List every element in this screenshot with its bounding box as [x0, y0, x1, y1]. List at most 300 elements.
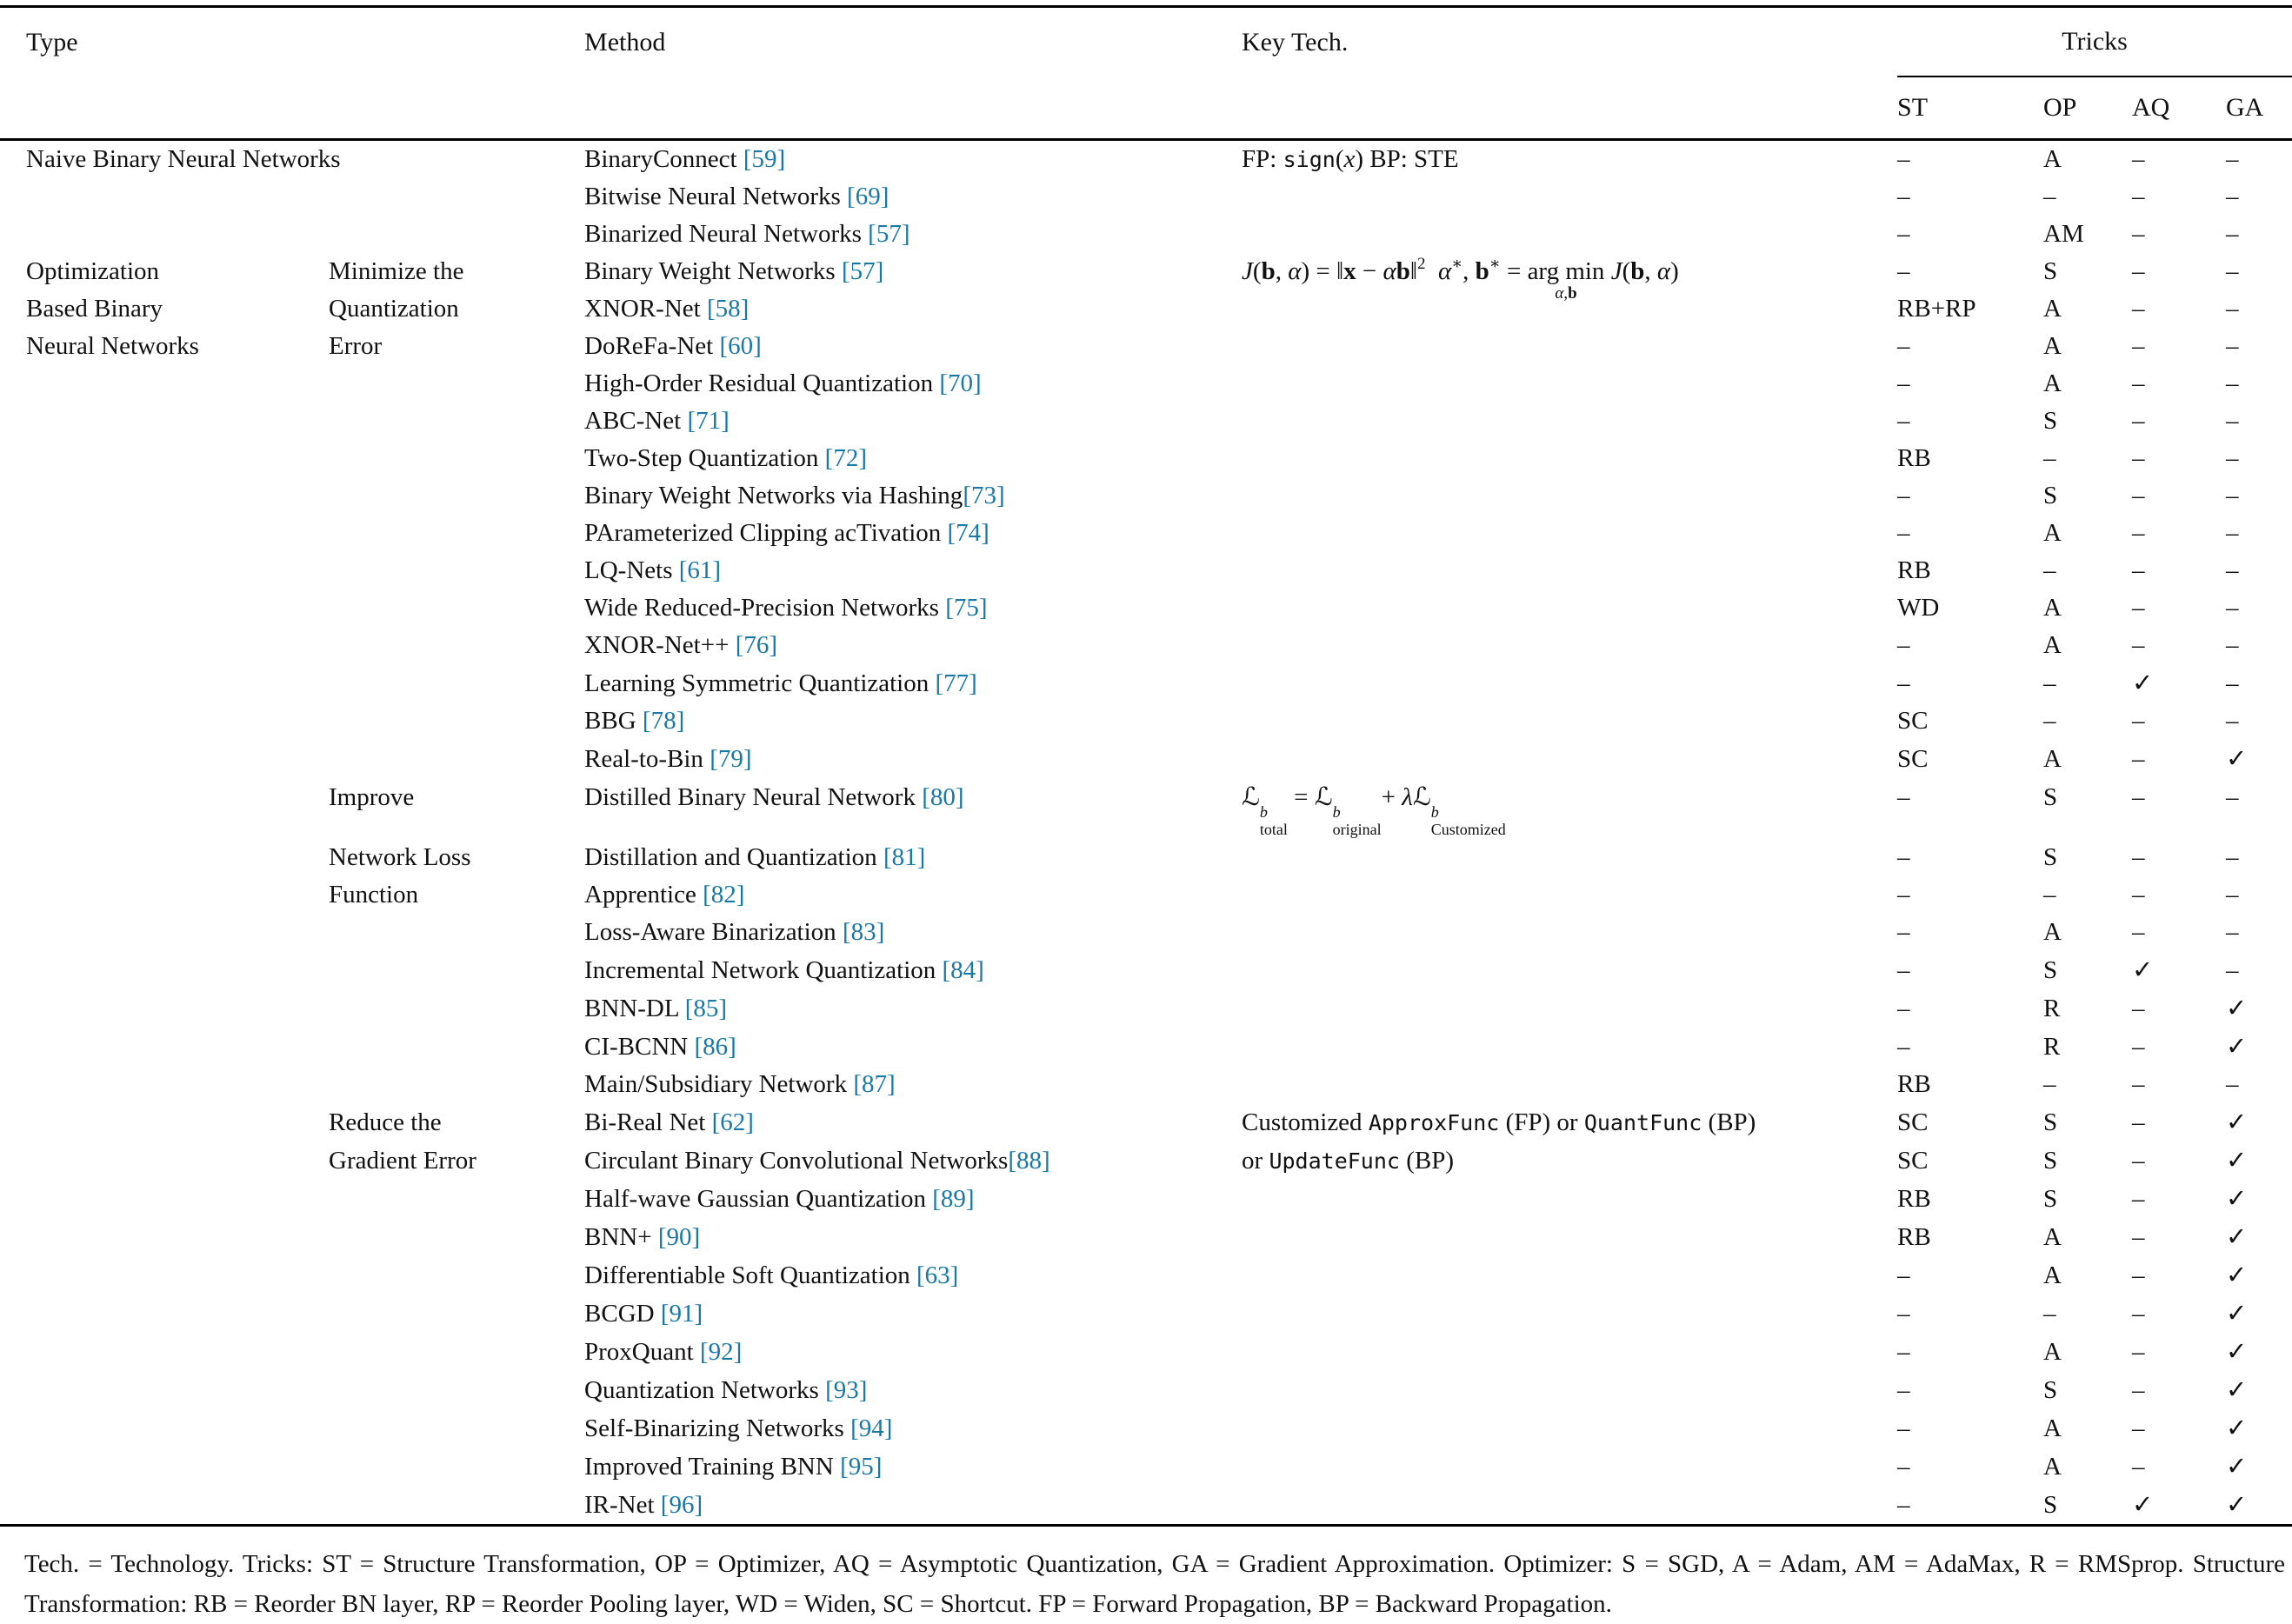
table-row: [0, 403, 2292, 440]
keytech-cell: [1242, 876, 1897, 914]
trick-aq-cell: –: [2132, 1184, 2145, 1213]
trick-st-cell: –: [1897, 917, 1910, 946]
trick-op-cell: AM: [2043, 220, 2084, 248]
trick-aq-cell: –: [2132, 183, 2145, 210]
col-header-type: Type: [26, 27, 78, 57]
type-cell: [0, 839, 329, 876]
trick-aq-cell: ✓: [2132, 1488, 2154, 1519]
table-row: [0, 876, 2292, 914]
trick-aq-cell: –: [2132, 631, 2145, 659]
trick-op-cell: A: [2043, 145, 2062, 173]
citation-link[interactable]: [58]: [706, 295, 750, 323]
trick-ga-cell: –: [2226, 369, 2239, 397]
type-cell: Neural Networks: [26, 332, 199, 360]
col-header-st: ST: [1897, 77, 2043, 140]
table-row: [0, 627, 2292, 664]
trick-aq-cell: –: [2132, 519, 2145, 547]
trick-op-cell: S: [2043, 407, 2058, 435]
trick-ga-cell: ✓: [2226, 1450, 2248, 1481]
citation-link[interactable]: [87]: [853, 1069, 896, 1098]
type-cell: [0, 216, 329, 253]
subtype-cell: [329, 216, 584, 253]
type-cell: [0, 178, 329, 216]
trick-st-cell: –: [1897, 1452, 1910, 1481]
keytech-cell: [1242, 1180, 1897, 1218]
trick-op-cell: S: [2043, 842, 2058, 871]
table-row: [0, 328, 2292, 365]
subtype-cell: [329, 589, 584, 627]
trick-op-cell: A: [2043, 295, 2062, 323]
method-cell: Wide Reduced-Precision Networks [75]: [584, 594, 988, 622]
keytech-cell: [1242, 328, 1897, 365]
method-cell: ProxQuant [92]: [584, 1337, 743, 1366]
type-cell: [0, 778, 329, 839]
trick-aq-cell: –: [2132, 1069, 2145, 1098]
type-cell: [0, 1371, 329, 1409]
method-cell: High-Order Residual Quantization [70]: [584, 369, 982, 397]
trick-op-cell: S: [2043, 1375, 2058, 1404]
trick-st-cell: RB+RP: [1897, 295, 1976, 323]
trick-aq-cell: –: [2132, 1222, 2145, 1251]
method-cell: Apprentice [82]: [584, 880, 745, 909]
citation-link[interactable]: [63]: [916, 1261, 959, 1289]
trick-aq-cell: –: [2132, 556, 2145, 584]
trick-aq-cell: –: [2132, 745, 2145, 773]
table-footnote: Tech. = Technology. Tricks: ST = Structure Transformation, OP = Optimizer, AQ = Asymptotic Quantization, GA = Gradient Approximation. Optimizer: S = SGD, A = Adam, AM = AdaMax, R = RMSprop. Structure Transformation: RB = Reorder BN layer, RP = Reorder Pooling layer, WD = Widen, SC = Shortcut. FP = Forward Propagation, BP = Backward Propagation.: [24, 1549, 2285, 1618]
trick-st-cell: –: [1897, 1337, 1910, 1366]
trick-st-cell: RB: [1897, 1069, 1931, 1098]
trick-op-cell: A: [2043, 332, 2062, 360]
table-row: [0, 216, 2292, 253]
citation-link[interactable]: [80]: [922, 783, 964, 811]
subtype-cell: [329, 740, 584, 778]
trick-aq-cell: –: [2132, 1299, 2145, 1328]
trick-st-cell: RB: [1897, 1222, 1931, 1251]
subtype-cell: [329, 1180, 584, 1218]
keytech-cell: [1242, 440, 1897, 477]
citation-link[interactable]: [71]: [687, 407, 730, 435]
method-cell: ABC-Net [71]: [584, 407, 730, 435]
trick-op-cell: A: [2043, 917, 2062, 946]
trick-op-cell: A: [2043, 369, 2062, 397]
method-cell: BBG [78]: [584, 707, 685, 735]
keytech-cell: [1242, 914, 1897, 951]
keytech-cell: [1242, 951, 1897, 989]
table-row: [0, 253, 2292, 290]
trick-op-cell: S: [2043, 257, 2058, 285]
method-cell: Bi-Real Net [62]: [584, 1108, 754, 1136]
trick-op-cell: A: [2043, 1337, 2062, 1366]
table-row: [0, 951, 2292, 989]
trick-aq-cell: –: [2132, 1108, 2145, 1136]
type-cell: Optimization: [26, 257, 160, 285]
keytech-cell: or UpdateFunc (BP): [1242, 1146, 1454, 1175]
trick-st-cell: –: [1897, 669, 1910, 697]
citation-link[interactable]: [84]: [942, 955, 984, 984]
method-cell: BCGD [91]: [584, 1299, 703, 1328]
citation-link[interactable]: [75]: [945, 594, 988, 622]
trick-st-cell: –: [1897, 994, 1910, 1022]
trick-op-cell: A: [2043, 631, 2062, 659]
type-cell: [0, 1028, 329, 1066]
trick-st-cell: –: [1897, 1261, 1910, 1289]
trick-aq-cell: –: [2132, 594, 2145, 622]
table-row: [0, 914, 2292, 951]
type-cell: [0, 1295, 329, 1333]
col-header-ga: GA: [2226, 77, 2292, 140]
type-cell: [0, 1256, 329, 1295]
table-row: [0, 702, 2292, 740]
citation-link[interactable]: [69]: [847, 183, 889, 210]
citation-link[interactable]: [57]: [841, 257, 884, 285]
method-cell: Circulant Binary Convolutional Networks[88]: [584, 1146, 1050, 1175]
trick-aq-cell: –: [2132, 220, 2145, 248]
keytech-cell: [1242, 1409, 1897, 1448]
table-row: [0, 778, 2292, 839]
method-cell: Distilled Binary Neural Network [80]: [584, 783, 964, 811]
trick-aq-cell: –: [2132, 880, 2145, 909]
type-cell: [0, 515, 329, 552]
method-cell: BNN+ [90]: [584, 1222, 701, 1251]
trick-st-cell: SC: [1897, 1146, 1929, 1175]
subtype-cell: [329, 178, 584, 216]
citation-link[interactable]: [89]: [932, 1184, 975, 1213]
method-cell: Distillation and Quantization [81]: [584, 842, 926, 871]
citation-link[interactable]: [88]: [1008, 1146, 1050, 1175]
trick-st-cell: –: [1897, 955, 1910, 984]
table-row: [0, 1448, 2292, 1486]
trick-op-cell: A: [2043, 745, 2062, 773]
trick-op-cell: –: [2043, 880, 2056, 909]
keytech-cell: [1242, 1448, 1897, 1486]
keytech-cell: [1242, 664, 1897, 702]
keytech-cell: [1242, 1028, 1897, 1066]
citation-link[interactable]: [74]: [947, 519, 989, 547]
trick-st-cell: –: [1897, 783, 1910, 811]
citation-link[interactable]: [62]: [711, 1108, 754, 1136]
subtype-cell: [329, 702, 584, 740]
trick-ga-cell: ✓: [2226, 1259, 2248, 1289]
method-cell: DoReFa-Net [60]: [584, 332, 762, 360]
trick-ga-cell: –: [2226, 145, 2239, 173]
subtype-cell: Error: [329, 332, 383, 360]
trick-aq-cell: –: [2132, 1032, 2145, 1061]
table-row: [0, 1141, 2292, 1180]
table-row: [0, 515, 2292, 552]
trick-aq-cell: –: [2132, 783, 2145, 811]
type-cell: [0, 627, 329, 664]
trick-aq-cell: –: [2132, 1414, 2145, 1442]
trick-ga-cell: ✓: [2226, 1488, 2248, 1519]
trick-st-cell: –: [1897, 257, 1910, 285]
type-cell: [0, 989, 329, 1028]
citation-link[interactable]: [78]: [642, 707, 685, 735]
trick-op-cell: S: [2043, 482, 2058, 509]
trick-st-cell: –: [1897, 631, 1910, 659]
trick-st-cell: WD: [1897, 594, 1940, 622]
keytech-cell: [1242, 477, 1897, 515]
trick-ga-cell: –: [2226, 183, 2239, 210]
trick-st-cell: –: [1897, 407, 1910, 435]
type-cell: Naive Binary Neural Networks: [26, 145, 341, 173]
keytech-cell: [1242, 552, 1897, 589]
keytech-cell: [1242, 839, 1897, 876]
method-cell: CI-BCNN [86]: [584, 1032, 736, 1061]
trick-op-cell: –: [2043, 707, 2056, 735]
keytech-cell: [1242, 178, 1897, 216]
method-cell: Differentiable Soft Quantization [63]: [584, 1261, 959, 1289]
table-row: [0, 365, 2292, 403]
trick-aq-cell: ✓: [2132, 954, 2154, 984]
type-cell: [0, 702, 329, 740]
trick-ga-cell: ✓: [2226, 1144, 2248, 1175]
type-cell: [0, 740, 329, 778]
citation-link[interactable]: [73]: [963, 482, 1005, 509]
trick-ga-cell: ✓: [2226, 1106, 2248, 1136]
subtype-cell: [329, 1333, 584, 1371]
type-cell: [0, 1103, 329, 1141]
trick-st-cell: –: [1897, 1299, 1910, 1328]
trick-op-cell: A: [2043, 1222, 2062, 1251]
trick-ga-cell: –: [2226, 707, 2239, 735]
type-cell: [0, 1409, 329, 1448]
method-cell: XNOR-Net [58]: [584, 295, 750, 323]
type-cell: [0, 664, 329, 702]
trick-st-cell: –: [1897, 1375, 1910, 1404]
citation-link[interactable]: [93]: [825, 1375, 868, 1404]
table-row: [0, 1028, 2292, 1066]
subtype-cell: [329, 1409, 584, 1448]
trick-st-cell: –: [1897, 482, 1910, 509]
citation-link[interactable]: [90]: [657, 1222, 701, 1251]
table-row: [0, 1295, 2292, 1333]
trick-op-cell: –: [2043, 183, 2056, 210]
trick-op-cell: S: [2043, 783, 2058, 811]
trick-aq-cell: –: [2132, 444, 2145, 472]
subtype-cell: [329, 627, 584, 664]
subtype-cell: [329, 951, 584, 989]
trick-aq-cell: –: [2132, 295, 2145, 323]
table-row: [0, 1218, 2292, 1256]
subtype-cell: [329, 1295, 584, 1333]
trick-st-cell: –: [1897, 369, 1910, 397]
subtype-cell: [329, 440, 584, 477]
method-cell: BNN-DL [85]: [584, 994, 728, 1022]
citation-link[interactable]: [59]: [743, 145, 786, 173]
citation-link[interactable]: [94]: [850, 1414, 893, 1442]
trick-ga-cell: –: [2226, 594, 2239, 622]
trick-op-cell: S: [2043, 1184, 2058, 1213]
table-row: [0, 1103, 2292, 1141]
table-body: [0, 140, 2292, 1526]
keytech-cell: [1242, 1256, 1897, 1295]
citation-link[interactable]: [76]: [735, 631, 778, 659]
type-cell: [0, 1218, 329, 1256]
table-row: [0, 1409, 2292, 1448]
table-row: [0, 1486, 2292, 1526]
trick-aq-cell: –: [2132, 842, 2145, 871]
trick-st-cell: –: [1897, 1490, 1910, 1519]
keytech-cell: [1242, 515, 1897, 552]
citation-link[interactable]: [72]: [824, 444, 867, 472]
citation-link[interactable]: [61]: [678, 556, 722, 584]
trick-st-cell: –: [1897, 1414, 1910, 1442]
type-cell: [0, 477, 329, 515]
citation-link[interactable]: [79]: [710, 745, 752, 773]
subtype-cell: [329, 1066, 584, 1103]
keytech-cell: [1242, 740, 1897, 778]
citation-link[interactable]: [95]: [840, 1452, 883, 1481]
trick-ga-cell: –: [2226, 955, 2239, 984]
citation-link[interactable]: [85]: [684, 994, 728, 1022]
trick-st-cell: –: [1897, 183, 1910, 210]
table-row: [0, 589, 2292, 627]
keytech-cell: [1242, 589, 1897, 627]
citation-link[interactable]: [91]: [660, 1299, 703, 1328]
table-row: [0, 1371, 2292, 1409]
trick-op-cell: S: [2043, 955, 2058, 984]
trick-aq-cell: –: [2132, 482, 2145, 509]
trick-ga-cell: –: [2226, 482, 2239, 509]
trick-ga-cell: –: [2226, 669, 2239, 697]
type-cell: [0, 1333, 329, 1371]
keytech-cell: ℒ b total = ℒ b original + λℒ b Customized: [1242, 782, 1506, 838]
col-header-keytech: Key Tech.: [1242, 27, 1349, 57]
method-cell: Binary Weight Networks [57]: [584, 257, 884, 285]
type-cell: [0, 589, 329, 627]
method-cell: Two-Step Quantization [72]: [584, 444, 867, 472]
subtype-cell: Quantization: [329, 295, 459, 323]
trick-st-cell: –: [1897, 842, 1910, 871]
trick-aq-cell: –: [2132, 407, 2145, 435]
method-cell: PArameterized Clipping acTivation [74]: [584, 519, 989, 547]
trick-ga-cell: ✓: [2226, 1374, 2248, 1404]
method-cell: Real-to-Bin [79]: [584, 745, 752, 773]
method-cell: XNOR-Net++ [76]: [584, 631, 778, 659]
type-cell: [0, 552, 329, 589]
method-cell: Incremental Network Quantization [84]: [584, 955, 984, 984]
trick-op-cell: –: [2043, 1299, 2056, 1328]
trick-op-cell: A: [2043, 594, 2062, 622]
keytech-cell: [1242, 702, 1897, 740]
trick-ga-cell: –: [2226, 842, 2239, 871]
trick-ga-cell: –: [2226, 783, 2239, 811]
trick-aq-cell: –: [2132, 145, 2145, 173]
type-cell: Based Binary: [26, 295, 163, 323]
subtype-cell: Reduce the: [329, 1108, 442, 1136]
header-row-main: [0, 7, 2292, 77]
table-row: [0, 440, 2292, 477]
keytech-cell: [1242, 403, 1897, 440]
trick-ga-cell: ✓: [2226, 1221, 2248, 1251]
type-cell: [0, 440, 329, 477]
keytech-cell: [1242, 365, 1897, 403]
type-cell: [0, 1066, 329, 1103]
table-row: [0, 140, 2292, 179]
subtype-cell: [329, 1371, 584, 1409]
table-row: [0, 740, 2292, 778]
trick-ga-cell: –: [2226, 220, 2239, 248]
citation-link[interactable]: [57]: [868, 220, 910, 248]
keytech-cell: [1242, 1333, 1897, 1371]
trick-ga-cell: –: [2226, 332, 2239, 360]
citation-link[interactable]: [96]: [660, 1490, 703, 1519]
subtype-cell: [329, 914, 584, 951]
table-row: [0, 1256, 2292, 1295]
keytech-cell: [1242, 216, 1897, 253]
subtype-cell: Improve: [329, 783, 415, 811]
header-spacer: [0, 77, 1897, 140]
table-row: [0, 839, 2292, 876]
method-cell: Learning Symmetric Quantization [77]: [584, 669, 977, 697]
subtype-cell: [329, 403, 584, 440]
method-cell: Binary Weight Networks via Hashing[73]: [584, 482, 1005, 509]
trick-op-cell: R: [2043, 994, 2061, 1022]
method-cell: Main/Subsidiary Network [87]: [584, 1069, 896, 1098]
citation-link[interactable]: [77]: [935, 669, 977, 697]
trick-ga-cell: –: [2226, 880, 2239, 909]
subtype-cell: Function: [329, 880, 419, 909]
subtype-cell: Network Loss: [329, 842, 471, 871]
citation-link[interactable]: [81]: [883, 842, 926, 871]
citation-link[interactable]: [86]: [694, 1032, 736, 1061]
subtype-cell: [329, 1486, 584, 1526]
trick-aq-cell: ✓: [2132, 668, 2154, 697]
citation-link[interactable]: [82]: [703, 880, 745, 909]
method-cell: Quantization Networks [93]: [584, 1375, 868, 1404]
table-row: [0, 290, 2292, 328]
keytech-cell: [1242, 1295, 1897, 1333]
trick-op-cell: A: [2043, 1452, 2062, 1481]
keytech-cell: [1242, 1371, 1897, 1409]
subtype-cell: [329, 552, 584, 589]
trick-op-cell: R: [2043, 1032, 2061, 1061]
subtype-cell: Gradient Error: [329, 1146, 476, 1175]
trick-ga-cell: ✓: [2226, 1182, 2248, 1213]
table-header: [0, 7, 2292, 140]
citation-link[interactable]: [83]: [842, 917, 885, 946]
subtype-cell: [329, 664, 584, 702]
col-header-method: Method: [584, 27, 666, 57]
trick-aq-cell: –: [2132, 994, 2145, 1022]
trick-ga-cell: –: [2226, 407, 2239, 435]
keytech-cell: [1242, 1066, 1897, 1103]
method-cell: Binarized Neural Networks [57]: [584, 220, 910, 248]
method-cell: Bitwise Neural Networks [69]: [584, 183, 889, 210]
type-cell: [0, 1448, 329, 1486]
keytech-cell: FP: sign(x) BP: STE: [1242, 145, 1459, 173]
keytech-cell: [1242, 1486, 1897, 1526]
trick-op-cell: S: [2043, 1490, 2058, 1519]
citation-link[interactable]: [70]: [939, 369, 982, 397]
trick-st-cell: –: [1897, 880, 1910, 909]
subtype-cell: [329, 365, 584, 403]
table-row: [0, 477, 2292, 515]
type-cell: [0, 1180, 329, 1218]
trick-op-cell: –: [2043, 556, 2056, 584]
trick-st-cell: SC: [1897, 1108, 1929, 1136]
trick-op-cell: A: [2043, 1261, 2062, 1289]
col-header-tricks: Tricks: [1897, 7, 2292, 77]
trick-st-cell: –: [1897, 519, 1910, 547]
citation-link[interactable]: [60]: [719, 332, 762, 360]
citation-link[interactable]: [92]: [699, 1337, 743, 1366]
trick-st-cell: –: [1897, 332, 1910, 360]
subtype-cell: [329, 1218, 584, 1256]
trick-aq-cell: –: [2132, 707, 2145, 735]
subtype-cell: Minimize the: [329, 257, 464, 285]
trick-aq-cell: –: [2132, 332, 2145, 360]
